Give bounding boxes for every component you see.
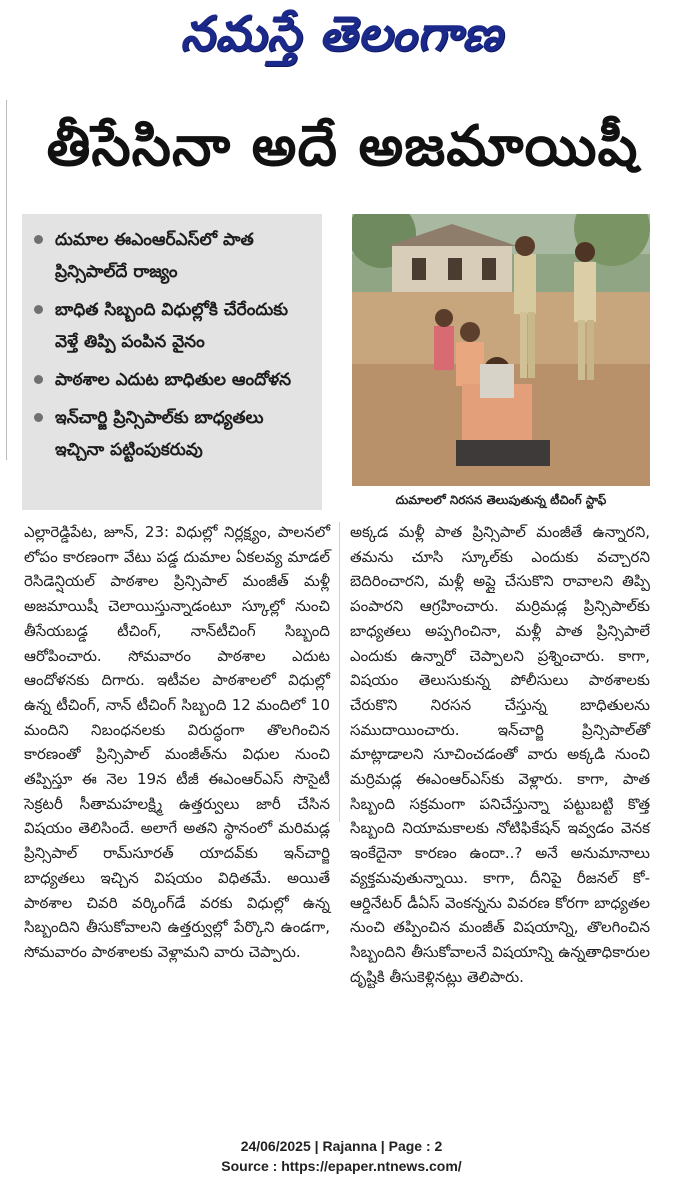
column-rule bbox=[6, 100, 7, 460]
page-footer bbox=[0, 1136, 683, 1176]
highlight-item bbox=[34, 294, 312, 358]
headline-text: తీసేసినా అదే అజమాయిషీ bbox=[46, 113, 639, 179]
article-body-right-column: అక్కడ మళ్లీ పాత ప్రిన్సిపాల్ మంజీతే ఉన్నారని, తమను చూసి స్కూల్‌కు ఎందుకు వచ్చారని బెదిరించారని, మళ్లీ అప్లై చేసుకొని రావాలని తిప్పి పంపారని ఆగ్రహించారు. మర్రిమడ్ల ప్రిన్సిపాల్‌కు బాధ్యతలు అప్పగించినా, మళ్లీ పాత ప్రిన్సిపాలే ఎందుకు ఉన్నారో చెప్పాలని ప్రశ్నించారు. కాగా, విషయం తెలుసుకున్న పోలీసులు పాఠశాలకు చేరుకొని నిరసన చేస్తున్న బాధితులను సముదాయించారు. ఇన్‌చార్జి ప్రిన్సిపాల్‌తో మాట్లాడాలని సూచించడంతో వారు అక్కడి నుంచి మర్రిమడ్ల ఈఎంఆర్ఎస్‌కు వెళ్లారు. కాగా, పాత సిబ్బంది సక్రమంగా పనిచేస్తున్నా పట్టుబట్టి కొత్త సిబ్బంది నియామకాలకు నోటిఫికేషన్ ఇవ్వడం వెనక ఇంకేదైనా కారణం ఉందా..? అనే అనుమానాలు వ్యక్తమవుతున్నాయి. కాగా, దీనిపై రీజనల్ కో-ఆర్డినేటర్ డీఏస్ వెంకన్నను వివరణ కోరగా బాధ్యతల నుంచి తప్పించిన మంజీత్ విషయాన్ని, తొలగించిన సిబ్బందిని తీసుకోవాలనే విషయాన్ని ఉన్నతాధికారుల దృష్టికి తీసుకెళ్లినట్లు తెలిపారు. bbox=[350, 523, 650, 986]
news-photo bbox=[352, 214, 650, 486]
protest-photo-illustration bbox=[352, 214, 650, 486]
article-headline bbox=[20, 108, 665, 198]
highlight-item bbox=[34, 224, 312, 288]
highlights-box bbox=[22, 214, 322, 510]
bullet-icon bbox=[34, 235, 43, 244]
masthead-title: నమస్తే తెలంగాణ bbox=[180, 6, 503, 62]
highlight-text: దుమాల ఈఎంఆర్ఎస్‌లో పాత ప్రిన్సిపాల్‌దే రాజ్యం bbox=[55, 230, 254, 282]
footer-source-link[interactable]: Source : https://epaper.ntnews.com/ bbox=[221, 1158, 462, 1174]
article-body-left-column: ఎల్లారెడ్డిపేట, జూన్, 23: విధుల్లో నిర్లక్ష్యం, పాలనలో లోపం కారణంగా వేటు పడ్డ దుమాల ఏకలవ్య మాడల్ రెసిడెన్షియల్ పాఠశాల ప్రిన్సిపాల్ మంజీత్ మళ్లీ అజమాయిషీ చెలాయిస్తున్నాడంటూ స్కూల్లో నుంచి తీసేయబడ్డ టీచింగ్, నాన్‌టీచింగ్ సిబ్బంది ఆరోపించారు. సోమవారం పాఠశాల ఎదుట ఆందోళనకు దిగారు. ఇటీవల పాఠశాలలో విధుల్లో ఉన్న టీచింగ్, నాన్ టీచింగ్ సిబ్బంది 12 మందిలో 10 మందిని నిబంధనలకు విరుద్ధంగా తొలగించిన కారణంతో ప్రిన్సిపాల్ మంజీత్‌ను విధుల నుంచి తప్పిస్తూ ఈ నెల 19న టీజీ ఈఎంఆర్ఎస్ సొసైటీ సెక్రటరీ సీతామహలక్ష్మి ఉత్తర్వులు జారీ చేసిన విషయం తెలిసిందే. అలాగే అతని స్థానంలో మరిమడ్ల ప్రిన్సిపాల్ రామ్‌సూరత్ యాదవ్‌కు ఇన్‌చార్జి బాధ్యతలు ఇచ్చిన విషయం విధితమే. అయితే పాఠశాల చివరి వర్కింగ్‌డే వరకు విధుల్లో ఉన్న సిబ్బందిని తీసుకోవాలని ఉత్తర్వుల్లో పేర్కొని ఉండగా, సోమవారం పాఠశాలకు వెళ్లామని వారు చెప్పారు. bbox=[24, 523, 330, 961]
highlight-item bbox=[34, 402, 312, 466]
bullet-icon bbox=[34, 375, 43, 384]
newspaper-masthead bbox=[0, 0, 683, 80]
footer-dateline: 24/06/2025 | Rajanna | Page : 2 bbox=[240, 1138, 443, 1154]
bullet-icon bbox=[34, 413, 43, 422]
highlight-text: బాధిత సిబ్బంది విధుల్లోకి చేరేందుకు వెళ్తే తిప్పి పంపిన వైనం bbox=[55, 300, 289, 352]
highlight-text: పాఠశాల ఎదుట బాధితుల ఆందోళన bbox=[55, 370, 292, 390]
bullet-icon bbox=[34, 305, 43, 314]
highlight-item bbox=[34, 364, 312, 396]
column-divider bbox=[339, 522, 340, 822]
highlight-text: ఇన్‌చార్జి ప్రిన్సిపాల్‌కు బాధ్యతలు ఇచ్చినా పట్టింపుకరువు bbox=[55, 408, 264, 460]
photo-caption: దుమాలలో నిరసన తెలుపుతున్న టీచింగ్ స్టాఫ్ bbox=[395, 492, 607, 507]
